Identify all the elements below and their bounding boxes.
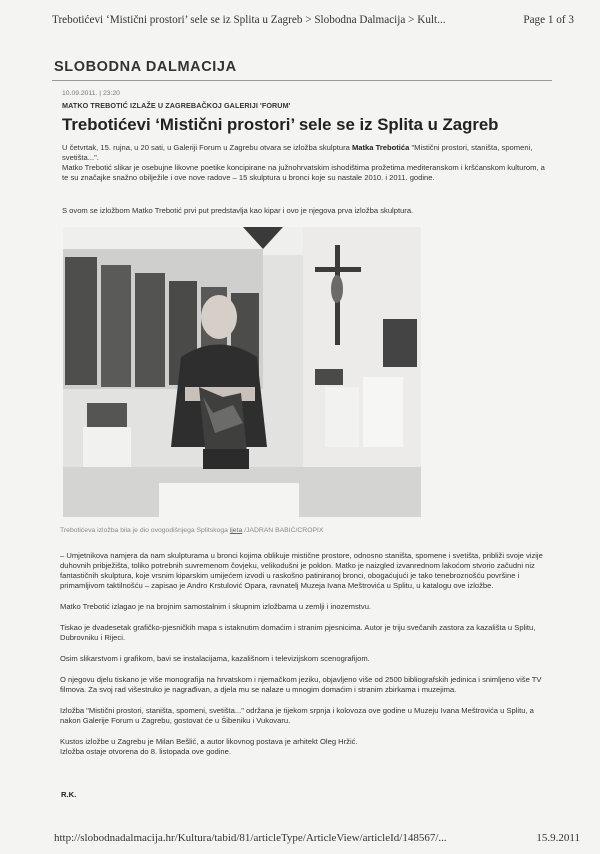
lead-text-a: U četvrtak, 15. rujna, u 20 sati, u Galeriji Forum u Zagrebu otvara se izložba skulptura xyxy=(62,143,352,152)
article-date: 10.09.2011. | 23:20 xyxy=(62,90,120,97)
print-footer-url: http://slobodnadalmacija.hr/Kultura/tabid/81/articleType/ArticleView/articleId/148567/... xyxy=(54,832,447,844)
header-divider xyxy=(52,80,552,81)
article-lead xyxy=(62,143,547,183)
caption-text-a: Trebotićeva izložba bila je dio ovogodišnjega Splitskoga xyxy=(60,527,230,534)
article-body xyxy=(60,551,546,768)
caption-link[interactable]: ljeta xyxy=(229,527,243,534)
body-paragraph: O njegovu djelu tiskano je više monografija na hrvatskom i njemačkom jeziku, objavljeno više od 2500 bibliografskih jedinica i snimljeno više TV filmova. Za svoj rad višestruko je nagrađivan, a djela mu se nalaze u mnogim domaćim i stranim zbirkama i muzejima. xyxy=(60,675,542,694)
print-footer-date: 15.9.2011 xyxy=(536,832,580,844)
author-signature: R.K. xyxy=(61,790,77,799)
print-header-title: Trebotićevi ‘Mistični prostori’ sele se iz Splita u Zagreb > Slobodna Dalmacija > Kult... xyxy=(52,14,446,26)
lead-paragraph-2: Matko Trebotić slikar je osebujne likovne poetike koncipirane na južnohrvatskim ishodištima prožetima mediteranskom i kršćanskom kulturom, a te su značajke snažno obilježile i ove nove radove – 15 skulptura u bronci koje su nastale 2010. i 2011. godine. xyxy=(62,163,545,182)
print-header-page: Page 1 of 3 xyxy=(523,14,574,26)
photo-caption xyxy=(60,527,323,534)
article-photo xyxy=(63,227,421,517)
body-paragraph: Tiskao je dvadesetak grafičko-pjesničkih mapa s istaknutim domaćim i stranim pjesnicima. Autor je triju svečanih zastora za kazališta u Splitu, Dubrovniku i Rijeci. xyxy=(60,623,536,642)
lead-paragraph-1 xyxy=(62,143,547,163)
body-paragraph: Kustos izložbe u Zagrebu je Milan Bešlić, a autor likovnog postava je arhitekt Oleg Hržić. Izložba ostaje otvorena do 8. listopada ove godine. xyxy=(60,737,358,756)
lead-text-b: "Mistični prostori, staništa, spomeni, svetišta...". xyxy=(62,143,533,162)
body-paragraph: – Umjetnikova namjera da nam skulpturama u bronci kojima oblikuje mistične prostore, odnosno staništa, spomene i svetišta, približi svoje vizije duhovnih pribježišta, toliko potrebnih suvremenom čovjeku, velikodušni je poklon. Matko je naizgled izvanrednom lakoćom stvorio začudni niz fantastičnih skulptura, koje vrsnim kiparskim umijećem izvodi u raskošno patiniranoj bronci, obogaćujući je tako tenebroznošću površine i primamljivom taktilnošću – zapisao je Andro Krstulović Opara, ravnatelj Muzeja Ivana Meštrovića u Splitu, u katalogu ove izložbe. xyxy=(60,551,543,590)
artist-name: Matka Trebotića xyxy=(351,143,410,152)
caption-text-b: /JADRAN BABIĆ/CROPIX xyxy=(242,527,324,534)
body-paragraph: Osim slikarstvom i grafikom, bavi se instalacijama, kazališnom i televizijskom scenografijom. xyxy=(60,654,370,663)
intro-paragraph: S ovom se izložbom Matko Trebotić prvi put predstavlja kao kipar i ovo je njegova prva izložba skulptura. xyxy=(62,206,414,215)
print-header xyxy=(52,14,574,26)
site-brand[interactable]: SLOBODNA DALMACIJA xyxy=(54,59,237,75)
body-paragraph: Izložba "Mistični prostori, staništa, spomeni, svetišta..." održana je tijekom srpnja i kolovoza ove godine u Muzeju Ivana Meštrovića u Splitu, a nakon Galerije Forum u Zagrebu, gostovat će u Šibeniku i Vukovaru. xyxy=(60,706,534,725)
gallery-photo-illustration xyxy=(63,227,421,517)
print-footer xyxy=(54,832,580,844)
article-headline: Trebotićevi ‘Mistični prostori’ sele se iz Splita u Zagreb xyxy=(62,115,499,134)
article-kicker: MATKO TREBOTIĆ IZLAŽE U ZAGREBAČKOJ GALERIJI 'FORUM' xyxy=(62,101,291,110)
body-paragraph: Matko Trebotić izlagao je na brojnim samostalnim i skupnim izložbama u zemlji i inozemstvu. xyxy=(60,602,372,611)
